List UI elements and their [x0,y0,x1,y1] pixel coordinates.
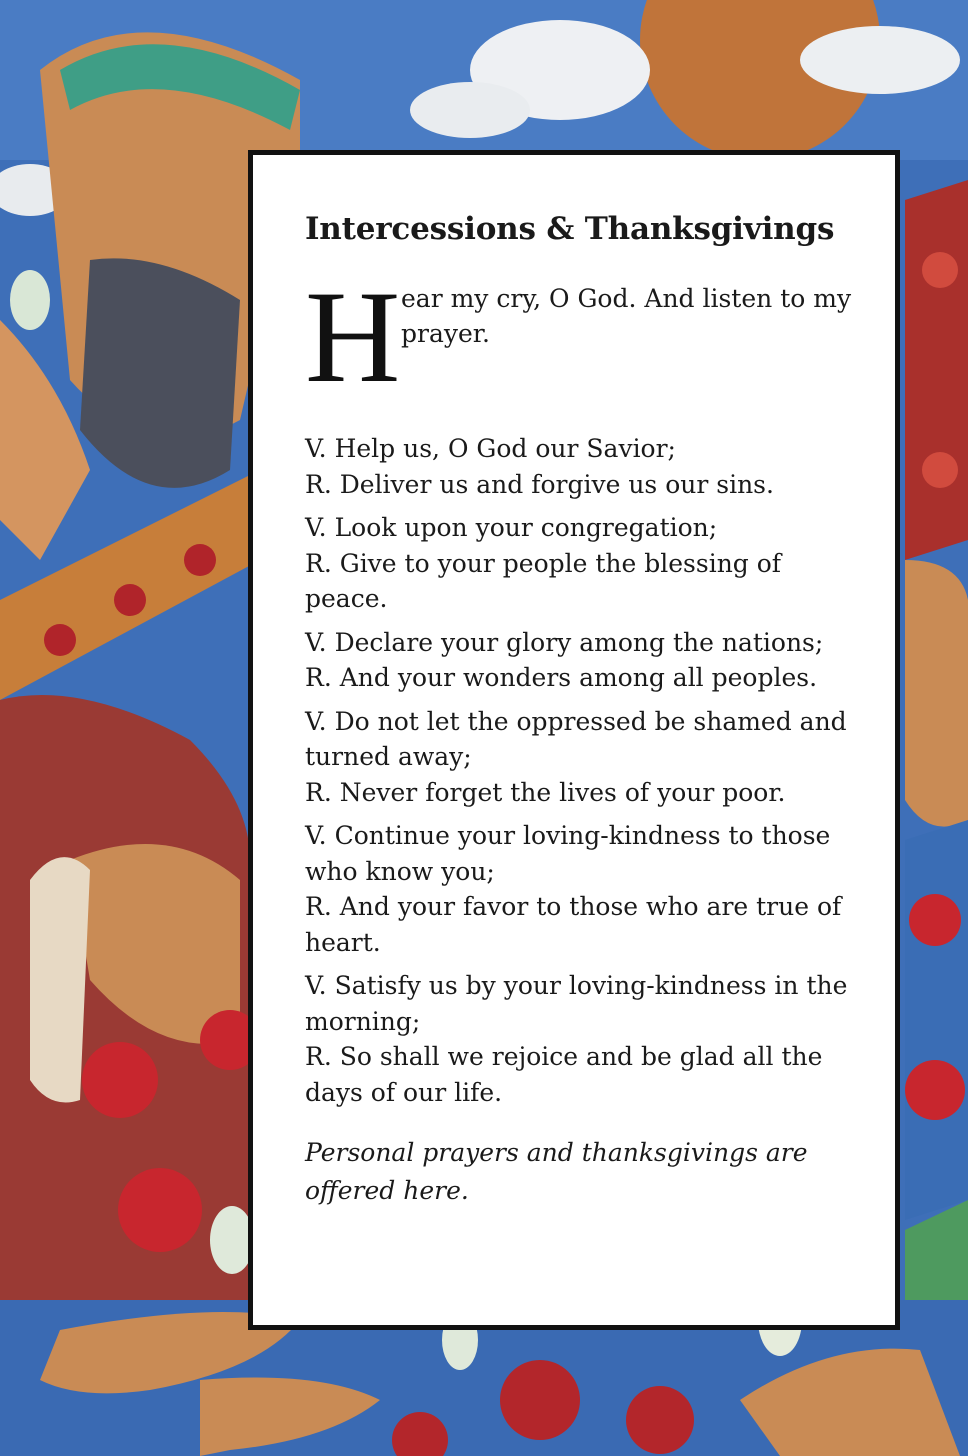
versicles-list [305,431,865,1110]
response: R. And your wonders among all peoples. [305,663,818,692]
opening-text: ear my cry, O God. And listen to my prayer. [401,284,852,348]
versicle-pair [305,968,865,1110]
versicle-pair [305,704,865,811]
versicle-pair [305,818,865,960]
card-content [305,211,865,1210]
versicle-pair [305,625,865,696]
opening-sentence [305,263,865,410]
response: R. Give to your people the blessing of peace. [305,548,782,613]
versicle: V. Help us, O God our Savior; [305,434,676,463]
versicle-pair [305,510,865,617]
response: R. And your favor to those who are true of heart. [305,892,842,957]
prayer-card [248,150,900,1330]
closing-rubric: Personal prayers and thanksgivings are offered here. [305,1138,808,1205]
response: R. Deliver us and forgive us our sins. [305,469,774,499]
versicle: V. Do not let the oppressed be shamed and turned away; [305,706,847,771]
versicle-pair [305,431,865,502]
response: R. So shall we rejoice and be glad all the days of our life. [305,1042,823,1107]
versicle: V. Continue your loving-kindness to those who know you; [305,821,831,886]
versicle: V. Satisfy us by your loving-kindness in the morning; [305,971,848,1036]
versicle: V. Look upon your congregation; [305,513,718,542]
versicle: V. Declare your glory among the nations; [305,627,824,657]
response: R. Never forget the lives of your poor. [305,777,786,807]
drop-cap: H [305,263,401,410]
page-title: Intercessions & Thanksgivings [305,211,835,247]
